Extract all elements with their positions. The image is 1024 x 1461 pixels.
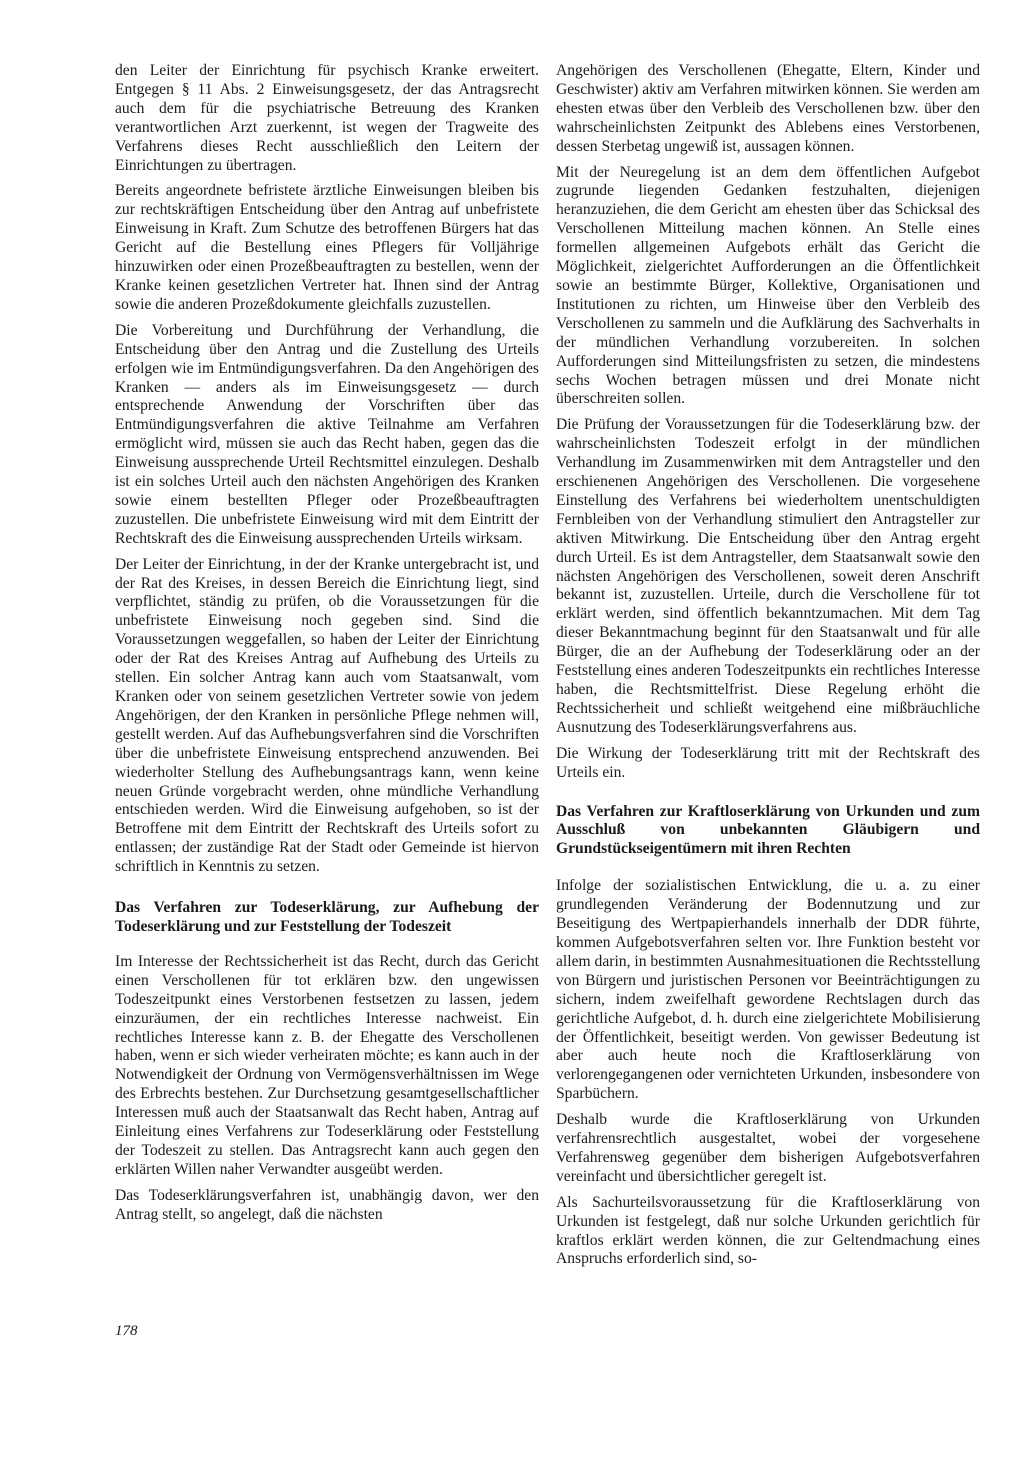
paragraph: Deshalb wurde die Kraftloserklärung von Urkunden verfahrensrechtlich ausgestaltet, wobei der vorgesehene Verfahrensweg gegenüber dem bisherigen Aufgebotsverfahren vereinfacht und übersichtlicher geregelt ist. xyxy=(556,1111,980,1185)
section-heading-todeserklaerung: Das Verfahren zur Todeserklärung, zur Aufhebung der Todeserklärung und zur Feststellung der Todeszeit xyxy=(115,899,539,935)
paragraph: Angehörigen des Verschollenen (Ehegatte, Eltern, Kinder und Geschwister) aktiv am Verfahren mitwirken können. Sie werden am ehesten etwas über den Verbleib des Verschollenen bzw. über den wahrscheinlichsten Zeitpunkt des Ablebens eines Verstorbenen, dessen Sterbetag ungewiß ist, aussagen können. xyxy=(556,62,980,155)
paragraph: Das Todeserklärungsverfahren ist, unabhängig davon, wer den Antrag stellt, so angelegt, daß die nächsten xyxy=(115,1186,539,1223)
paragraph: Die Prüfung der Voraussetzungen für die Todeserklärung bzw. der wahrscheinlichsten Todeszeit erfolgt in der mündlichen Verhandlung im Zusammenwirken mit dem Antragsteller und den erschienenen Angehörigen des Verschollenen. Die vorgesehene Einstellung des Verfahrens bei wiederholtem unentschuldigten Fernbleiben von der Verhandlung stimuliert den Antragsteller zur aktiven Mitwirkung. Die Entscheidung über den Antrag ergeht durch Urteil. Es ist dem Antragsteller, dem Staatsanwalt sowie den nächsten Angehörigen des Verschollenen, soweit deren Anschrift bekannt ist, zuzustellen. Urteile, durch die Verschollene für tot erklärt werden, sind öffentlich bekanntzumachen. Mit dem Tag dieser Bekanntmachung beginnt für den Staatsanwalt und für alle Bürger, die an der Aufhebung der Todeserklärung oder an der Feststellung eines anderen Todeszeitpunkts ein rechtliches Interesse haben, die Rechtsmittelfrist. Diese Regelung erhöht die Rechtssicherheit und schließt weitgehend eine mißbräuchliche Ausnutzung des Todeserklärungsverfahrens aus. xyxy=(556,416,980,736)
paragraph: Der Leiter der Einrichtung, in der der Kranke untergebracht ist, und der Rat des Kreises, in dessen Bereich die Einrichtung liegt, sind verpflichtet, ständig zu prüfen, ob die Voraussetzungen für die unbefristete Einweisung noch gegeben sind. Sind die Voraussetzungen weggefallen, so haben der Leiter der Einrichtung oder der Rat des Kreises Antrag auf Aufhebung des Urteils zu stellen. Ein solcher Antrag kann auch vom Staatsanwalt, vom Kranken oder von seinem gesetzlichen Vertreter sowie von jedem Angehörigen, der den Kranken in persönliche Pflege nehmen will, gestellt werden. Auf das Aufhebungsverfahren sind die Vorschriften über die unbefristete Einweisung entsprechend anzuwenden. Bei wiederholter Stellung des Aufhebungsantrags kann, wenn keine neuen Gründe vorgebracht werden, ohne mündliche Verhandlung entschieden werden. Wird die Einweisung aufgehoben, so ist der Betroffene mit dem Eintritt der Rechtskraft des Urteils sofort zu entlassen; der zuständige Rat der Stadt oder Gemeinde ist hiervon schriftlich in Kenntnis zu setzen. xyxy=(115,555,539,876)
paragraph: Infolge der sozialistischen Entwicklung, die u. a. zu einer grundlegenden Veränderung der Bodennutzung und zur Beseitigung des Wertpapierhandels innerhalb der DDR führte, kommen Aufgebotsverfahren selten vor. Ihre Funktion besteht vor allem darin, in bestimmten Ausnahmesituationen die Rechtsstellung von Bürgern und juristischen Personen vor Beeinträchtigungen zu sichern, indem zweifelhaft gewordene Rechtslagen durch das gerichtliche Aufgebot, d. h. durch eine zielgerichtete Mobilisierung der Öffentlichkeit, beseitigt werden. Von gewisser Bedeutung ist aber auch heute noch die Kraftloserklärung von verlorengegangenen oder vernichteten Urkunden, insbesondere von Sparbüchern. xyxy=(556,877,980,1103)
paragraph: den Leiter der Einrichtung für psychisch Kranke erweitert. Entgegen § 11 Abs. 2 Einweisungsgesetz, der das Antragsrecht auch dem für die psychiatrische Betreuung des Kranken verantwortlichen Arzt zuerkennt, ist wegen der Tragweite des Verfahrens dieses Recht ausschließlich den Leitern der Einrichtungen zu übertragen. xyxy=(115,62,539,174)
paragraph: Als Sachurteilsvoraussetzung für die Kraftloserklärung von Urkunden ist festgelegt, daß nur solche Urkunden gerichtlich für kraftlos erklärt werden können, die zur Geltendmachung eines Anspruchs erforderlich sind, so- xyxy=(556,1193,980,1268)
paragraph: Bereits angeordnete befristete ärztliche Einweisungen bleiben bis zur rechtskräftigen Entscheidung über den Antrag auf unbefristete Einweisung in Kraft. Zum Schutze des betroffenen Bürgers hat das Gericht auf die Bestellung eines Pflegers für Volljährige hinzuwirken oder einen Prozeßbeauftragten zu bestellen, wenn der Kranke keinen gesetzlichen Vertreter hat. Ihnen sind der Antrag sowie die anderen Prozeßdokumente gleichfalls zuzustellen. xyxy=(115,182,539,313)
paragraph: Die Wirkung der Todeserklärung tritt mit der Rechtskraft des Urteils ein. xyxy=(556,744,980,781)
paragraph: Die Vorbereitung und Durchführung der Verhandlung, die Entscheidung über den Antrag und die Zustellung des Urteils erfolgen wie im Entmündigungsverfahren. Da den Angehörigen des Kranken — anders als im Einweisungsgesetz — durch entsprechende Anwendung der Vorschriften über das Entmündigungsverfahren die aktive Teilnahme am Verfahren ermöglicht wird, müssen sie auch das Recht haben, gegen das die Einweisung aussprechende Urteil Rechtsmittel einzulegen. Deshalb ist ein solches Urteil auch den nächsten Angehörigen des Kranken sowie einem bestellten Pfleger oder Prozeßbeauftragten zuzustellen. Die unbefristete Einweisung wird mit dem Eintritt der Rechtskraft des die Einweisung aussprechenden Urteils wirksam. xyxy=(115,321,539,547)
paragraph: Im Interesse der Rechtssicherheit ist das Recht, durch das Gericht einen Verschollenen für tot erklären bzw. den ungewissen Todeszeitpunkt eines Verstorbenen festsetzen zu lassen, jedem einzuräumen, der ein rechtliches Interesse nachweist. Ein rechtliches Interesse kann z. B. der Ehegatte des Verschollenen haben, wenn er sich wieder verheiraten möchte; es kann auch in der Notwendigkeit der Ordnung von Vermögensverhältnissen im Wege des Erbrechts bestehen. Zur Durchsetzung gesamtgesellschaftlicher Interessen muß auch der Staatsanwalt das Recht haben, Antrag auf Einleitung eines Verfahrens zur Todeserklärung oder Feststellung der Todeszeit zu stellen. Das Antragsrecht kann auch gegen den erklärten Willen naher Verwandter ausgeübt werden. xyxy=(115,952,539,1178)
left-column xyxy=(115,62,539,1232)
page-number: 178 xyxy=(115,1323,138,1339)
section-heading-kraftloserklaerung: Das Verfahren zur Kraftloserklärung von Urkunden und zum Ausschluß von unbekannten Gläubigern und Grundstückseigentümern mit ihren Rechten xyxy=(556,802,980,858)
right-column xyxy=(556,62,980,1276)
paragraph: Mit der Neuregelung ist an dem dem öffentlichen Aufgebot zugrunde liegenden Gedanken festzuhalten, diejenigen heranzuziehen, die dem Gericht am ehesten über das Schicksal des Verschollenen Mitteilung machen können. An Stelle eines formellen allgemeinen Aufgebots erhält das Gericht die Möglichkeit, zielgerichtet Aufforderungen an die Öffentlichkeit sowie an bestimmte Bürger, Kollektive, Organisationen und Institutionen zu richten, um Hinweise über den Verbleib des Verschollenen zu sammeln und die Aufklärung des Sachverhalts in der mündlichen Verhandlung vorzubereiten. In solchen Aufforderungen sind Mitteilungsfristen zu setzen, die mindestens sechs Wochen betragen müssen und drei Monate nicht überschreiten sollen. xyxy=(556,163,980,408)
